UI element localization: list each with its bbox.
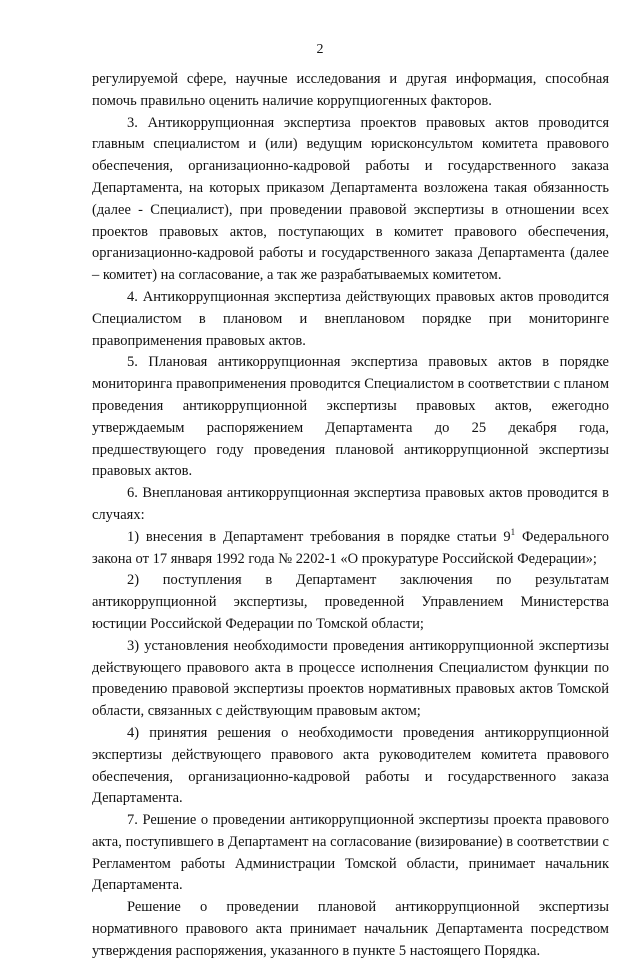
paragraph-item-6: 6. Внеплановая антикоррупционная экспертиза правовых актов проводится в случаях:	[92, 485, 609, 523]
document-body	[92, 69, 609, 963]
paragraph-subitem-3: 3) установления необходимости проведения антикоррупционной экспертизы действующего правового акта в процессе исполнения Специалистом функции по проведению правовой экспертизы проектов нормативных правовых актов Томской области, связанных с действующим правовым актом;	[92, 637, 609, 720]
paragraph-continuation: регулируемой сфере, научные исследования и другая информация, способная помочь правильно оценить наличие коррупциогенных факторов.	[92, 71, 609, 109]
paragraph-subitem-2: 2) поступления в Департамент заключения по результатам антикоррупционной экспертизы, проведенной Управлением Министерства юстиции Российской Федерации по Томской области;	[92, 572, 609, 632]
page-number: 2	[316, 42, 324, 57]
article-superscript: 1	[510, 526, 516, 537]
paragraph-item-7: 7. Решение о проведении антикоррупционной экспертизы проекта правового акта, поступившего в Департамент на согласование (визирование) в соответствии с Регламентом работы Администрации Томской области, принимает начальник Департамента.	[92, 812, 609, 894]
paragraph-item-5: 5. Плановая антикоррупционная экспертиза правовых актов в порядке мониторинга правоприменения проводится Специалистом в соответствии с планом проведения антикоррупционной экспертизы правовых актов, ежегодно утверждаемым распоряжением Департамента до 25 декабря года, предшествующего году проведения плановой антикоррупционной экспертизы правовых актов.	[92, 354, 609, 480]
subitem-1-text-before: 1) внесения в Департамент требования в порядке статьи 9	[127, 528, 511, 545]
paragraph-item-3: 3. Антикоррупционная экспертиза проектов правовых актов проводится главным специалистом и (или) ведущим юрисконсультом комитета правового обеспечения, организационно-кадровой работы и государственного заказа Департамента, на которых приказом Департамента возложена такая обязанность (далее - Специалист), при проведении правовой экспертизы в отношении всех проектов правовых актов, поступающих в комитет правового обеспечения, организационно-кадровой работы и государственного заказа Департамента (далее – комитет) на согласование, а так же разрабатываемых комитетом.	[92, 114, 609, 284]
subitem-1-text-after: Федерального закона от 17 января 1992 года № 2202-1 «О прокуратуре Российской Федерации»;	[92, 528, 609, 567]
paragraph-item-4: 4. Антикоррупционная экспертиза действующих правовых актов проводится Специалистом в плановом и внеплановом порядке при мониторинге правоприменения правовых актов.	[92, 288, 609, 349]
paragraph-subitem-1	[92, 527, 609, 571]
paragraph-subitem-4: 4) принятия решения о необходимости проведения антикоррупционной экспертизы действующего правового акта руководителем комитета правового обеспечения, организационно-кадровой работы и государственного заказа Департамента.	[92, 724, 609, 807]
paragraph-decision: Решение о проведении плановой антикоррупционной экспертизы нормативного правового акта принимает начальник Департамента посредством утверждения распоряжения, указанного в пункте 5 настоящего Порядка.	[92, 899, 609, 959]
